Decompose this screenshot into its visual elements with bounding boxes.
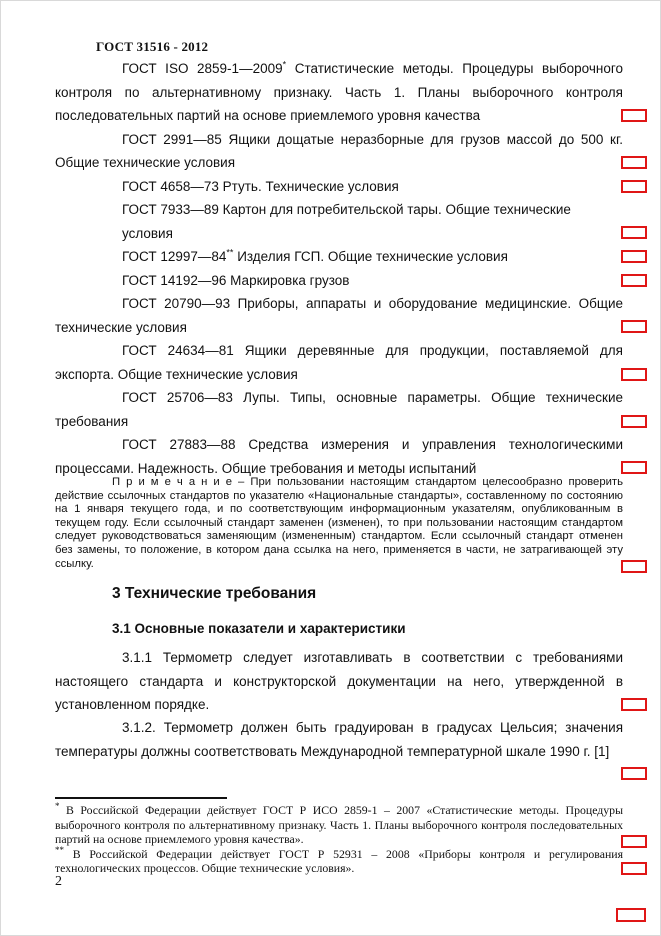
reference-item: [55, 198, 623, 245]
annotation-box: [621, 320, 647, 333]
document-title: ГОСТ 31516 - 2012: [96, 39, 209, 54]
reference-continuation: условия: [122, 225, 173, 241]
page-number: 2: [55, 874, 62, 889]
note-text: – При пользовании настоящим стандартом целесообразно проверить действие ссылочных стандартов по указателю «Национальные стандарты», составленному по состоянию на 1 января текущего года, и по соответствующим информационным указателям, опубликованным в текущем году. Если ссылочный стандарт заменен (изменен), то при пользовании настоящим стандартом следует руководствоваться заменяющим (измененным) стандартом. Если ссылочный стандарт отменен без замены, то положение, в котором дана ссылка на него, применяется в части, не затрагивающей эту ссылку.: [55, 476, 623, 570]
annotation-box: [621, 250, 647, 263]
reference-item: [55, 339, 623, 386]
reference-text: ГОСТ 14192—96 Маркировка грузов: [122, 272, 350, 288]
footnote-marker: **: [226, 247, 234, 258]
annotation-box: [621, 226, 647, 239]
annotation-box: [621, 767, 647, 780]
reference-item: [55, 245, 623, 269]
paragraph-3-1-1: 3.1.1 Термометр следует изготавливать в соответствии с требованиями настоящего стандарта и конструкторской документации на него, утвержденной в установленном порядке.: [55, 650, 623, 712]
footnote-marker: **: [55, 844, 64, 855]
subsection-heading: 3.1 Основные показатели и характеристики: [112, 621, 406, 636]
annotation-box: [621, 835, 647, 848]
reference-text: ГОСТ 4658—73 Ртуть. Технические условия: [122, 178, 399, 194]
paragraph-3-1-2: 3.1.2. Термометр должен быть градуирован в градусах Цельсия; значения температуры должны соответствовать Международной температурной шкале 1990 г. [1]: [55, 720, 623, 759]
annotation-box: [616, 908, 646, 922]
reference-text: ГОСТ 27883—88 Средства измерения и управления технологическими процессами. Надежность. Общие требования и методы испытаний: [55, 437, 623, 476]
footnote-separator: [55, 797, 227, 799]
footnote-text: В Российской Федерации действует ГОСТ Р ИСО 2859-1 – 2007 «Статистические методы. Процедуры выборочного контроля по альтернативному признаку. Часть 1. Планы выборочного контроля последовательных партий на основе приемлемого уровня качества».: [55, 803, 623, 847]
reference-item: [55, 386, 623, 433]
annotation-box: [621, 698, 647, 711]
reference-text: ГОСТ ISO 2859-1—2009: [122, 61, 283, 76]
reference-text: Изделия ГСП. Общие технические условия: [233, 249, 508, 264]
annotation-box: [621, 368, 647, 381]
reference-item: [55, 433, 623, 480]
annotation-box: [621, 180, 647, 193]
reference-text: ГОСТ 12997—84: [122, 249, 227, 264]
reference-text: ГОСТ 24634—81 Ящики деревянные для продукции, поставляемой для экспорта. Общие технические условия: [55, 343, 623, 382]
reference-text: ГОСТ 25706—83 Лупы. Типы, основные параметры. Общие технические требования: [55, 390, 623, 429]
reference-item: [55, 128, 623, 175]
footnote-marker: *: [282, 59, 287, 70]
annotation-box: [621, 415, 647, 428]
reference-text: ГОСТ 2991—85 Ящики дощатые неразборные для грузов массой до 500 кг. Общие технические условия: [55, 131, 623, 170]
footnote-text: В Российской Федерации действует ГОСТ Р 52931 – 2008 «Приборы контроля и регулирования технологических процессов. Общие технические условия».: [55, 846, 623, 876]
footnote-item: [55, 844, 623, 876]
reference-text: ГОСТ 20790—93 Приборы, аппараты и оборудование медицинские. Общие технические условия: [55, 296, 623, 335]
annotation-box: [621, 156, 647, 169]
note-label: П р и м е ч а н и е: [112, 476, 233, 488]
footnote-marker: *: [55, 801, 60, 812]
footnote-item: [55, 803, 623, 847]
footnotes-block: [55, 803, 623, 876]
annotation-box: [621, 461, 647, 474]
reference-text: Статистические методы. Процедуры выборочного контроля по альтернативному признаку. Часть 1. Планы выборочного контроля последовательных партий на основе приемлемого уровня качества: [55, 61, 623, 123]
section-heading: 3 Технические требования: [112, 585, 317, 602]
note-paragraph: [55, 476, 623, 571]
references-list: [55, 57, 623, 480]
annotation-box: [621, 560, 647, 573]
annotation-box: [621, 109, 647, 122]
reference-item: [55, 57, 623, 128]
annotation-box: [621, 274, 647, 287]
reference-item: [55, 269, 623, 293]
reference-item: [55, 292, 623, 339]
reference-text: ГОСТ 7933—89 Картон для потребительской тары. Общие технические: [122, 202, 571, 217]
reference-item: [55, 175, 623, 199]
annotation-box: [621, 862, 647, 875]
